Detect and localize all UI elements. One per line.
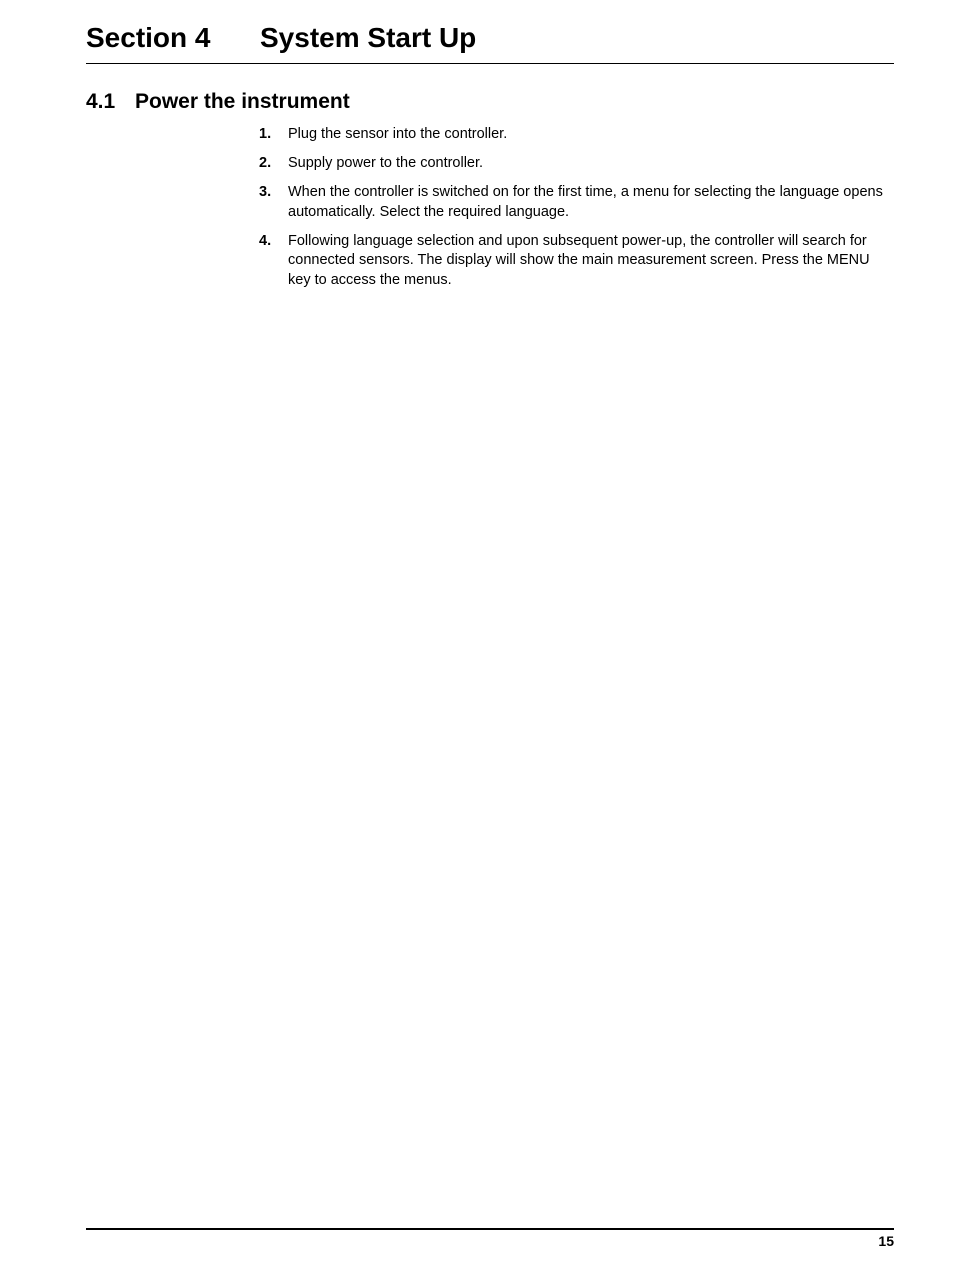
step-item xyxy=(259,183,889,222)
subsection-heading xyxy=(86,88,350,116)
section-label: Section 4 xyxy=(86,22,211,53)
step-item xyxy=(259,154,889,174)
subsection-number: 4.1 xyxy=(86,90,116,113)
step-text: Plug the sensor into the controller. xyxy=(288,126,508,142)
section-title: System Start Up xyxy=(260,22,477,53)
step-item xyxy=(259,125,889,145)
step-text: Supply power to the controller. xyxy=(288,155,484,171)
procedure-steps xyxy=(259,125,889,300)
step-number: 4. xyxy=(259,232,272,249)
step-number: 1. xyxy=(259,126,272,142)
section-header xyxy=(86,18,894,64)
page-number: 15 xyxy=(878,1233,894,1249)
footer-rule xyxy=(86,1228,894,1230)
subsection-title: Power the instrument xyxy=(135,90,350,113)
step-item xyxy=(259,232,889,291)
step-text: Following language selection and upon subsequent power-up, the controller will search for connected sensors. The display will show the main measurement screen. Press the MENU key to access the menus. xyxy=(288,232,870,288)
step-number: 3. xyxy=(259,184,272,200)
step-text: When the controller is switched on for the first time, a menu for selecting the language opens automatically. Select the required language. xyxy=(288,184,883,220)
step-number: 2. xyxy=(259,155,272,171)
